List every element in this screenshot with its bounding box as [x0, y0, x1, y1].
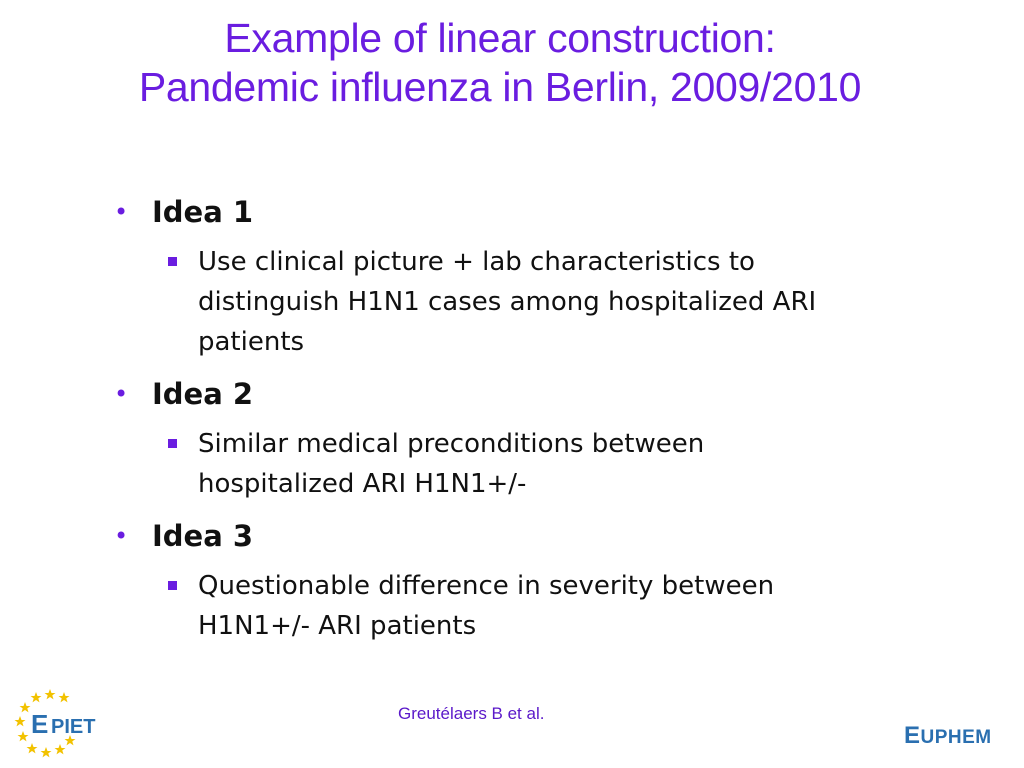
sub-line: distinguish H1N1 cases among hospitalized ARI	[198, 287, 817, 317]
bullet-list	[114, 192, 994, 646]
sub-bullet-idea-3	[114, 566, 994, 646]
sub-line: hospitalized ARI H1N1+/-	[198, 469, 527, 499]
title-line-2: Pandemic influenza in Berlin, 2009/2010	[138, 64, 862, 110]
slide-title	[0, 14, 1000, 112]
citation-text: Greutélaers B et al.	[398, 704, 545, 723]
epiet-logo	[14, 688, 114, 760]
bullet-dot-icon: •	[114, 522, 129, 550]
square-bullet-icon	[168, 581, 177, 590]
square-bullet-icon	[168, 257, 177, 266]
title-line-1: Example of linear construction:	[224, 15, 776, 61]
sub-bullet-idea-2	[114, 424, 994, 504]
bullet-idea-1	[114, 192, 994, 232]
idea-label: Idea 2	[152, 377, 254, 411]
sub-bullet-idea-1	[114, 242, 994, 362]
sub-line: H1N1+/- ARI patients	[198, 611, 477, 641]
sub-line: Similar medical preconditions between	[198, 429, 705, 459]
epiet-logo-first-letter: E	[31, 709, 49, 739]
sub-line: Questionable difference in severity between	[198, 571, 775, 601]
bullet-idea-2	[114, 374, 994, 414]
sub-line: Use clinical picture + lab characteristics to	[198, 247, 755, 277]
bullet-dot-icon: •	[114, 198, 129, 226]
idea-label: Idea 3	[152, 519, 254, 553]
euphem-logo-first-letter: E	[904, 722, 921, 749]
sub-line: patients	[198, 327, 305, 357]
epiet-logo-rest: PIET	[51, 716, 96, 738]
square-bullet-icon	[168, 439, 177, 448]
euphem-logo-rest: UPHEM	[920, 727, 992, 748]
euphem-logo	[904, 722, 992, 750]
bullet-dot-icon: •	[114, 380, 129, 408]
idea-label: Idea 1	[152, 195, 254, 229]
bullet-idea-3	[114, 516, 994, 556]
